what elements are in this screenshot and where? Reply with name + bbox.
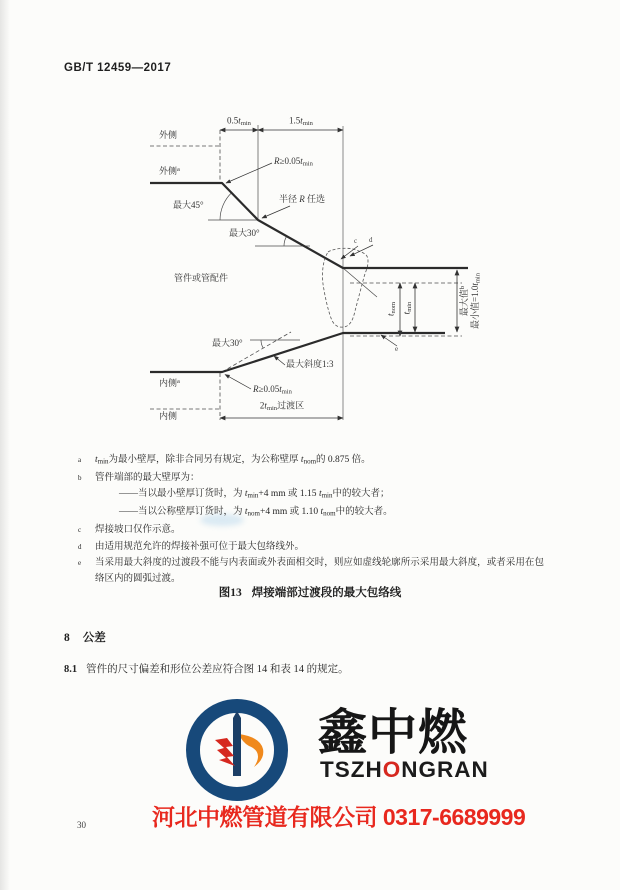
label-inner-side-bottom: 内侧	[159, 411, 178, 421]
footnote-d-text: 由适用规范允许的焊接补强可位于最大包络线外。	[95, 541, 305, 552]
logo-orange-swoosh	[239, 734, 263, 767]
section-heading	[64, 629, 106, 645]
footnote-e	[76, 555, 544, 588]
footnote-b-text: 管件端部的最大壁厚为：	[95, 472, 200, 483]
standard-code: GB/T 12459—2017	[64, 62, 172, 74]
label-radius-min-top: $R\ge 0.05t_{min}$	[274, 156, 313, 168]
footnote-d	[76, 539, 544, 555]
company-contact-line: 河北中燃管道有限公司 0317-6689999	[152, 804, 526, 830]
label-envelope-max: 最大值$^b$	[458, 285, 469, 317]
scan-edge-artifact	[0, 0, 10, 890]
label-radius-min-bottom: $R\ge 0.05t_{min}$	[253, 384, 292, 396]
label-pipe-fitting: 管件或管配件	[174, 273, 229, 283]
footnote-d-marker: d	[78, 542, 82, 551]
logo-tower	[233, 711, 241, 776]
clause-text: 管件的尺寸偏差和形位公差应符合图 14 和表 14 的规定。	[86, 664, 349, 675]
footnote-a	[76, 452, 544, 470]
figure-number: 图13	[218, 587, 242, 599]
label-max-30deg-lower: 最大30°	[212, 338, 243, 348]
figure-caption	[0, 584, 620, 600]
footnote-c-text: 焊接坡口仅作示意。	[95, 525, 181, 536]
footnote-e-marker: e	[78, 558, 82, 567]
label-transition-zone: $2t_{min}$过渡区	[259, 400, 305, 412]
label-inner-side: 内侧$^a$	[159, 378, 180, 388]
label-outer-side-top: 外侧	[159, 130, 178, 140]
footnote-e-text: 当采用最大斜度的过渡段不能与内表面或外表面相交时，则应如虚线轮廓所示采用最大斜度，或者采用在包络区内的圆弧过渡。	[95, 557, 544, 585]
label-max-30deg-upper: 最大30°	[229, 228, 260, 238]
clause-8-1	[64, 661, 349, 676]
section-title: 公差	[82, 632, 106, 644]
label-radius-optional: 半径 R 任选	[279, 194, 326, 204]
company-logo-emblem	[185, 698, 289, 802]
label-t-nom: $t_{nom}$	[385, 301, 397, 317]
brand-name-latin: TSZHONGRAN	[320, 757, 489, 782]
page-number: 30	[77, 820, 86, 830]
footnote-b-item-2: ——当以公称壁厚订货时，为 $t_{nom}+4$ mm 或 1.10 $t_{nom}$中的较大者。	[119, 507, 393, 518]
label-outer-side: 外侧$^a$	[159, 166, 180, 176]
footnote-c-marker: c	[78, 526, 82, 535]
dim-one-half-tmin: $1.5t_{min}$	[289, 115, 313, 127]
label-max-45deg: 最大45°	[173, 200, 204, 210]
footnote-ref-c: c	[354, 237, 358, 245]
label-max-slope: 最大斜度1:3	[286, 359, 334, 369]
figure-title: 焊接端部过渡段的最大包络线	[251, 587, 402, 599]
footnote-b-marker: b	[78, 473, 82, 482]
label-envelope-limits	[457, 273, 484, 329]
footnote-b	[76, 470, 544, 522]
clause-number: 8.1	[64, 664, 78, 675]
figure-13-diagram	[60, 112, 540, 457]
figure-footnotes	[76, 452, 544, 588]
footnote-ref-e: e	[395, 345, 399, 353]
label-t-min: $t_{min}$	[401, 301, 413, 315]
footnote-a-marker: a	[78, 456, 82, 464]
dim-half-tmin: $0.5t_{min}$	[227, 115, 251, 127]
label-envelope-min: 最小值$=1.0t_{min}$	[469, 273, 482, 329]
footnote-c	[76, 522, 544, 538]
brand-name-chinese: 鑫中燃	[318, 706, 469, 760]
footnote-a-text: $t_{min}$为最小壁厚，除非合同另有规定，为公称壁厚 $t_{nom}$的 0.875 倍。	[95, 455, 371, 466]
footnote-b-item-1: ——当以最小壁厚订货时，为 $t_{min}+4$ mm 或 1.15 $t_{min}$中的较大者；	[119, 489, 390, 500]
brand-red-o: O	[382, 757, 402, 782]
section-number: 8	[64, 632, 70, 644]
dimension-lines	[220, 130, 457, 418]
logo-red-flame	[215, 738, 235, 766]
footnote-ref-d: d	[369, 236, 373, 244]
